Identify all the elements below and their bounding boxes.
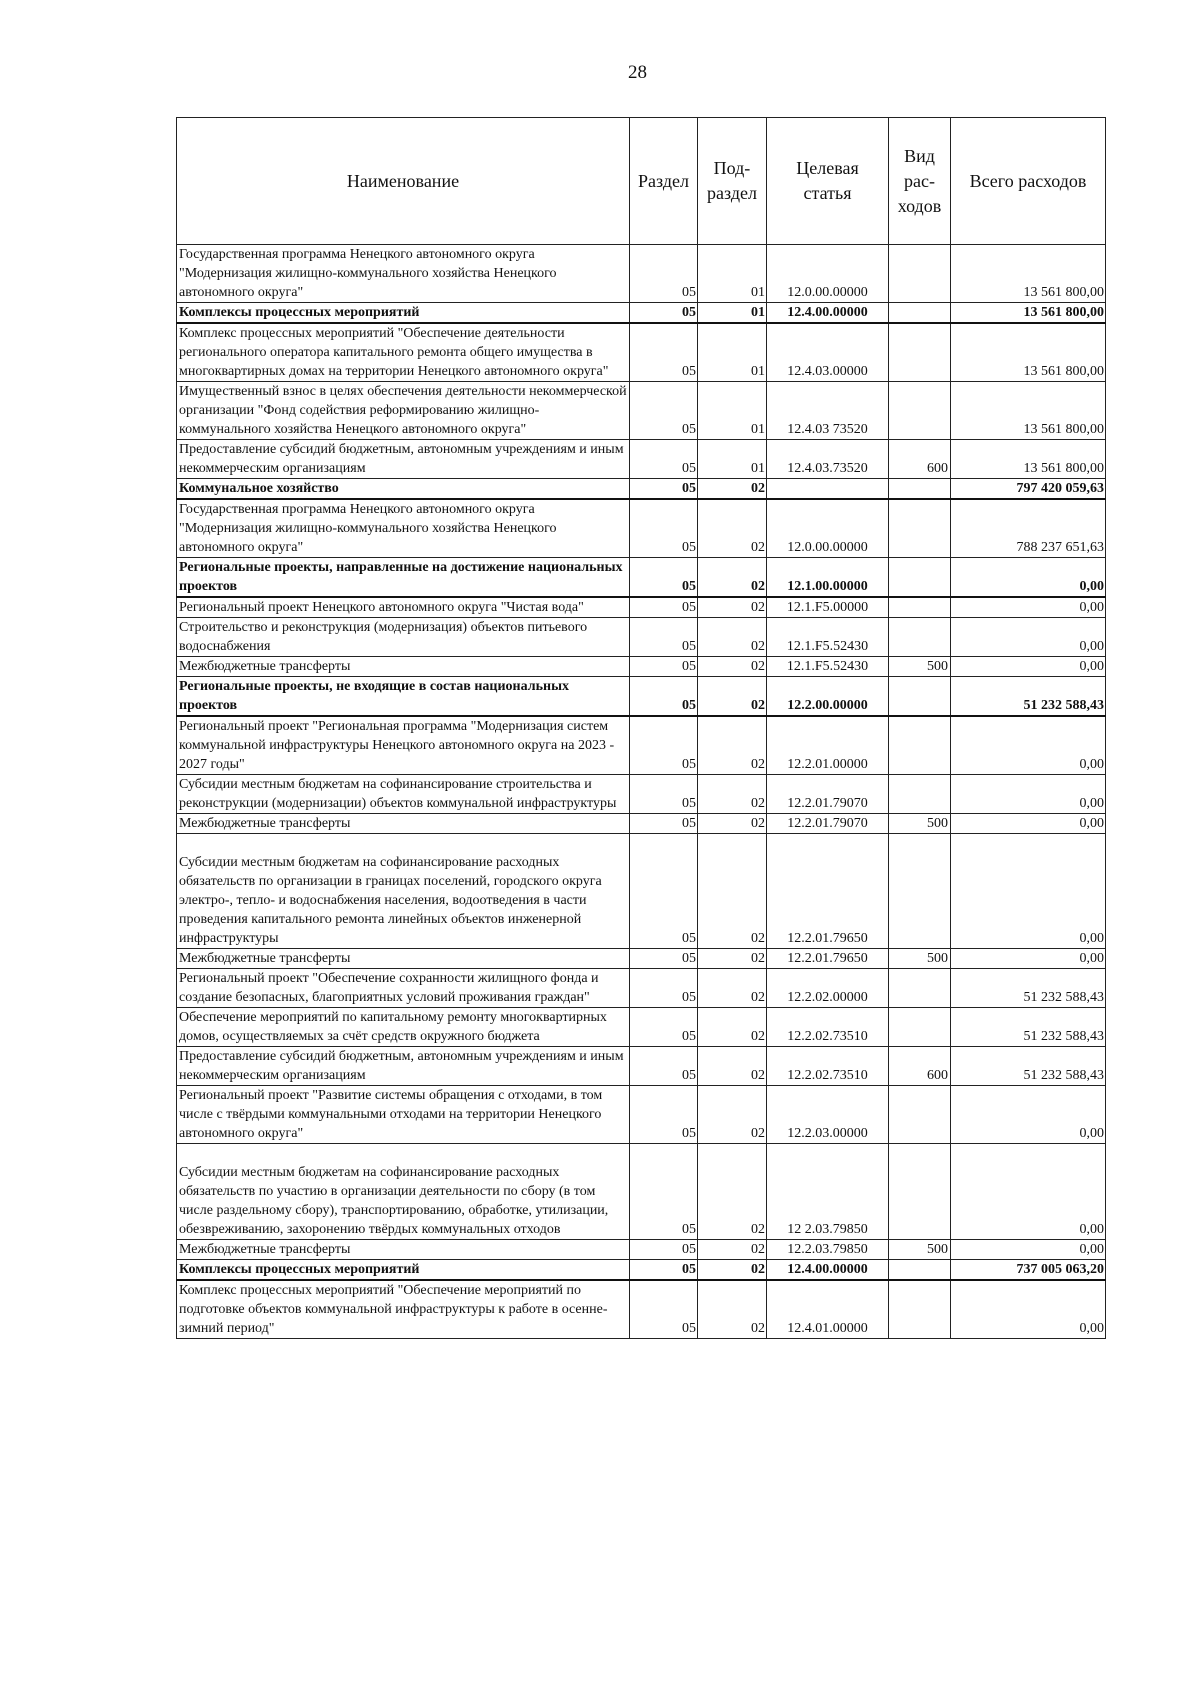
row-podrazdel-cell: 02 [698, 1280, 767, 1339]
row-total-cell: 0,00 [951, 716, 1106, 775]
row-razdel-cell: 05 [630, 479, 698, 500]
header-article-line2: статья [803, 183, 852, 203]
row-name-cell: Комплекс процессных мероприятий "Обеспечение деятельности регионального оператора капитального ремонта общего имущества в многоквартирных домах на территории Ненецкого автономного округа" [177, 323, 630, 382]
row-vid-cell [889, 677, 951, 717]
row-article-cell: 12.2.03.00000 [767, 1086, 889, 1144]
table-row [177, 1144, 1106, 1240]
row-podrazdel-cell: 02 [698, 834, 767, 949]
row-name-cell: Региональный проект "Региональная программа "Модернизация систем коммунальной инфраструктуры Ненецкого автономного округа на 2023 - 2027 годы" [177, 716, 630, 775]
table-row [177, 479, 1106, 500]
row-name-cell: Обеспечение мероприятий по капитальному ремонту многоквартирных домов, осуществляемых за счёт средств окружного бюджета [177, 1008, 630, 1047]
row-podrazdel-cell: 02 [698, 1008, 767, 1047]
row-podrazdel-cell: 02 [698, 775, 767, 814]
row-razdel-cell: 05 [630, 949, 698, 969]
row-vid-cell: 500 [889, 1240, 951, 1260]
row-podrazdel-cell: 02 [698, 677, 767, 717]
row-article-cell: 12.2.02.00000 [767, 969, 889, 1008]
page-number: 28 [628, 62, 647, 83]
row-name-cell: Комплекс процессных мероприятий "Обеспечение мероприятий по подготовке объектов коммунальной инфраструктуры к работе в осенне-зимний период" [177, 1280, 630, 1339]
row-razdel-cell: 05 [630, 303, 698, 324]
row-article-cell: 12.2.00.00000 [767, 677, 889, 717]
row-article-cell: 12.2.01.79070 [767, 814, 889, 834]
row-article-cell: 12.0.00.00000 [767, 245, 889, 303]
row-vid-cell [889, 597, 951, 618]
row-razdel-cell: 05 [630, 618, 698, 657]
table-row [177, 1086, 1106, 1144]
row-razdel-cell: 05 [630, 1008, 698, 1047]
row-total-cell: 51 232 588,43 [951, 677, 1106, 717]
row-total-cell: 51 232 588,43 [951, 1047, 1106, 1086]
table-row [177, 1047, 1106, 1086]
row-article-cell: 12.4.00.00000 [767, 1260, 889, 1281]
row-total-cell: 0,00 [951, 1280, 1106, 1339]
row-razdel-cell: 05 [630, 834, 698, 949]
row-razdel-cell: 05 [630, 716, 698, 775]
table-row [177, 382, 1106, 440]
table-row [177, 440, 1106, 479]
row-vid-cell [889, 558, 951, 598]
row-razdel-cell: 05 [630, 1240, 698, 1260]
row-total-cell: 0,00 [951, 597, 1106, 618]
header-vid-line3: ходов [897, 195, 942, 216]
row-podrazdel-cell: 02 [698, 618, 767, 657]
row-vid-cell [889, 1280, 951, 1339]
row-article-cell: 12.1.00.00000 [767, 558, 889, 598]
table-row [177, 949, 1106, 969]
table-row [177, 558, 1106, 598]
row-total-cell: 0,00 [951, 558, 1106, 598]
row-article-cell: 12.2.02.73510 [767, 1008, 889, 1047]
table-row [177, 657, 1106, 677]
row-vid-cell [889, 1144, 951, 1240]
row-name-cell: Субсидии местным бюджетам на софинансирование расходных обязательств по организации в границах поселений, городского округа электро-, тепло- и водоснабжения населения, водоотведения в части проведения капитального ремонта линейных объектов инженерной инфраструктуры [177, 834, 630, 949]
row-name-cell: Комплексы процессных мероприятий [177, 1260, 630, 1281]
row-name-cell: Государственная программа Ненецкого автономного округа "Модернизация жилищно-коммунального хозяйства Ненецкого автономного округа" [177, 499, 630, 558]
header-podrazdel [698, 118, 767, 245]
header-podrazdel-line1: Под- [713, 158, 751, 178]
header-razdel: Раздел [630, 118, 698, 245]
row-vid-cell: 500 [889, 949, 951, 969]
table-row [177, 834, 1106, 949]
row-vid-cell [889, 303, 951, 324]
row-total-cell: 0,00 [951, 1086, 1106, 1144]
row-podrazdel-cell: 02 [698, 597, 767, 618]
row-vid-cell [889, 479, 951, 500]
row-vid-cell [889, 499, 951, 558]
row-razdel-cell: 05 [630, 677, 698, 717]
row-podrazdel-cell: 02 [698, 1240, 767, 1260]
row-total-cell: 788 237 651,63 [951, 499, 1106, 558]
row-article-cell: 12 2.03.79850 [767, 1144, 889, 1240]
table-row [177, 499, 1106, 558]
row-vid-cell [889, 245, 951, 303]
row-razdel-cell: 05 [630, 558, 698, 598]
row-vid-cell: 500 [889, 657, 951, 677]
header-name: Наименование [177, 118, 630, 245]
row-name-cell: Имущественный взнос в целях обеспечения деятельности некоммерческой организации "Фонд содействия реформированию жилищно-коммунального хозяйства Ненецкого автономного округа" [177, 382, 630, 440]
row-article-cell: 12.4.01.00000 [767, 1280, 889, 1339]
row-vid-cell [889, 1260, 951, 1281]
header-article-line1: Целевая [796, 158, 859, 178]
row-name-cell: Межбюджетные трансферты [177, 1240, 630, 1260]
row-article-cell: 12.1.F5.52430 [767, 657, 889, 677]
table-row [177, 775, 1106, 814]
row-name-cell: Межбюджетные трансферты [177, 814, 630, 834]
budget-table [176, 117, 1106, 1339]
row-razdel-cell: 05 [630, 1086, 698, 1144]
table-row [177, 1240, 1106, 1260]
row-name-cell: Субсидии местным бюджетам на софинансирование расходных обязательств по участию в организации деятельности по сбору (в том числе раздельному сбору), транспортированию, обработке, утилизации, обезвреживанию, захоронению твёрдых коммунальных отходов [177, 1144, 630, 1240]
header-total: Всего расходов [951, 118, 1106, 245]
row-article-cell: 12.2.01.79650 [767, 949, 889, 969]
row-total-cell: 0,00 [951, 775, 1106, 814]
row-article-cell: 12.2.01.79070 [767, 775, 889, 814]
row-vid-cell: 500 [889, 814, 951, 834]
row-name-cell: Межбюджетные трансферты [177, 657, 630, 677]
row-vid-cell [889, 716, 951, 775]
row-name-cell: Субсидии местным бюджетам на софинансирование строительства и реконструкции (модернизации) объектов коммунальной инфраструктуры [177, 775, 630, 814]
row-razdel-cell: 05 [630, 245, 698, 303]
row-podrazdel-cell: 02 [698, 1086, 767, 1144]
row-podrazdel-cell: 01 [698, 323, 767, 382]
row-podrazdel-cell: 02 [698, 1260, 767, 1281]
row-vid-cell: 600 [889, 1047, 951, 1086]
row-podrazdel-cell: 02 [698, 479, 767, 500]
row-razdel-cell: 05 [630, 775, 698, 814]
row-total-cell: 0,00 [951, 1144, 1106, 1240]
row-total-cell: 0,00 [951, 814, 1106, 834]
row-razdel-cell: 05 [630, 1047, 698, 1086]
row-article-cell: 12.4.03.73520 [767, 440, 889, 479]
header-podrazdel-line2: раздел [707, 183, 757, 203]
row-vid-cell [889, 775, 951, 814]
row-total-cell: 13 561 800,00 [951, 323, 1106, 382]
row-razdel-cell: 05 [630, 657, 698, 677]
table-row [177, 969, 1106, 1008]
row-vid-cell: 600 [889, 440, 951, 479]
row-razdel-cell: 05 [630, 597, 698, 618]
row-razdel-cell: 05 [630, 814, 698, 834]
row-total-cell: 0,00 [951, 618, 1106, 657]
row-total-cell: 13 561 800,00 [951, 382, 1106, 440]
header-vid-line2: рас- [904, 170, 935, 191]
row-vid-cell [889, 618, 951, 657]
row-article-cell: 12.2.02.73510 [767, 1047, 889, 1086]
row-vid-cell [889, 1086, 951, 1144]
row-podrazdel-cell: 02 [698, 558, 767, 598]
row-podrazdel-cell: 01 [698, 245, 767, 303]
header-vid [889, 118, 951, 245]
table-row [177, 716, 1106, 775]
table-row [177, 1280, 1106, 1339]
row-podrazdel-cell: 01 [698, 382, 767, 440]
header-article [767, 118, 889, 245]
table-row [177, 303, 1106, 324]
row-razdel-cell: 05 [630, 1260, 698, 1281]
row-vid-cell [889, 382, 951, 440]
row-name-cell: Региональные проекты, не входящие в состав национальных проектов [177, 677, 630, 717]
row-podrazdel-cell: 02 [698, 1047, 767, 1086]
row-name-cell: Комплексы процессных мероприятий [177, 303, 630, 324]
row-razdel-cell: 05 [630, 1280, 698, 1339]
row-razdel-cell: 05 [630, 382, 698, 440]
row-article-cell: 12.0.00.00000 [767, 499, 889, 558]
row-vid-cell [889, 323, 951, 382]
row-article-cell [767, 479, 889, 500]
row-podrazdel-cell: 02 [698, 814, 767, 834]
row-name-cell: Предоставление субсидий бюджетным, автономным учреждениям и иным некоммерческим организациям [177, 1047, 630, 1086]
row-total-cell: 797 420 059,63 [951, 479, 1106, 500]
row-article-cell: 12.4.03.00000 [767, 323, 889, 382]
row-vid-cell [889, 834, 951, 949]
row-total-cell: 13 561 800,00 [951, 303, 1106, 324]
row-razdel-cell: 05 [630, 323, 698, 382]
header-vid-line1: Вид [904, 145, 935, 166]
table-row [177, 1008, 1106, 1047]
table-row [177, 245, 1106, 303]
row-total-cell: 0,00 [951, 1240, 1106, 1260]
row-article-cell: 12.4.00.00000 [767, 303, 889, 324]
row-name-cell: Региональный проект Ненецкого автономного округа "Чистая вода" [177, 597, 630, 618]
row-article-cell: 12.2.01.79650 [767, 834, 889, 949]
row-name-cell: Региональный проект "Обеспечение сохранности жилищного фонда и создание безопасных, благоприятных условий проживания граждан" [177, 969, 630, 1008]
table-row [177, 814, 1106, 834]
row-total-cell: 0,00 [951, 657, 1106, 677]
row-article-cell: 12.2.01.00000 [767, 716, 889, 775]
row-vid-cell [889, 969, 951, 1008]
row-name-cell: Региональный проект "Развитие системы обращения с отходами, в том числе с твёрдыми коммунальными отходами на территории Ненецкого автономного округа" [177, 1086, 630, 1144]
row-podrazdel-cell: 02 [698, 716, 767, 775]
row-podrazdel-cell: 02 [698, 969, 767, 1008]
table-body [177, 245, 1106, 1339]
row-razdel-cell: 05 [630, 440, 698, 479]
row-article-cell: 12.2.03.79850 [767, 1240, 889, 1260]
row-podrazdel-cell: 02 [698, 949, 767, 969]
row-name-cell: Коммунальное хозяйство [177, 479, 630, 500]
row-total-cell: 737 005 063,20 [951, 1260, 1106, 1281]
row-podrazdel-cell: 02 [698, 657, 767, 677]
row-article-cell: 12.1.F5.00000 [767, 597, 889, 618]
row-total-cell: 51 232 588,43 [951, 969, 1106, 1008]
row-total-cell: 51 232 588,43 [951, 1008, 1106, 1047]
table-row [177, 677, 1106, 717]
row-name-cell: Государственная программа Ненецкого автономного округа "Модернизация жилищно-коммунального хозяйства Ненецкого автономного округа" [177, 245, 630, 303]
row-podrazdel-cell: 01 [698, 440, 767, 479]
row-name-cell: Строительство и реконструкция (модернизация) объектов питьевого водоснабжения [177, 618, 630, 657]
row-razdel-cell: 05 [630, 499, 698, 558]
row-name-cell: Межбюджетные трансферты [177, 949, 630, 969]
table-row [177, 323, 1106, 382]
row-total-cell: 0,00 [951, 949, 1106, 969]
table-row [177, 1260, 1106, 1281]
row-total-cell: 0,00 [951, 834, 1106, 949]
table-row [177, 597, 1106, 618]
row-podrazdel-cell: 02 [698, 1144, 767, 1240]
row-podrazdel-cell: 01 [698, 303, 767, 324]
row-razdel-cell: 05 [630, 1144, 698, 1240]
row-name-cell: Предоставление субсидий бюджетным, автономным учреждениям и иным некоммерческим организациям [177, 440, 630, 479]
row-podrazdel-cell: 02 [698, 499, 767, 558]
row-name-cell: Региональные проекты, направленные на достижение национальных проектов [177, 558, 630, 598]
table-header [177, 118, 1106, 245]
row-total-cell: 13 561 800,00 [951, 245, 1106, 303]
table-row [177, 618, 1106, 657]
row-razdel-cell: 05 [630, 969, 698, 1008]
row-article-cell: 12.1.F5.52430 [767, 618, 889, 657]
row-vid-cell [889, 1008, 951, 1047]
row-total-cell: 13 561 800,00 [951, 440, 1106, 479]
row-article-cell: 12.4.03 73520 [767, 382, 889, 440]
